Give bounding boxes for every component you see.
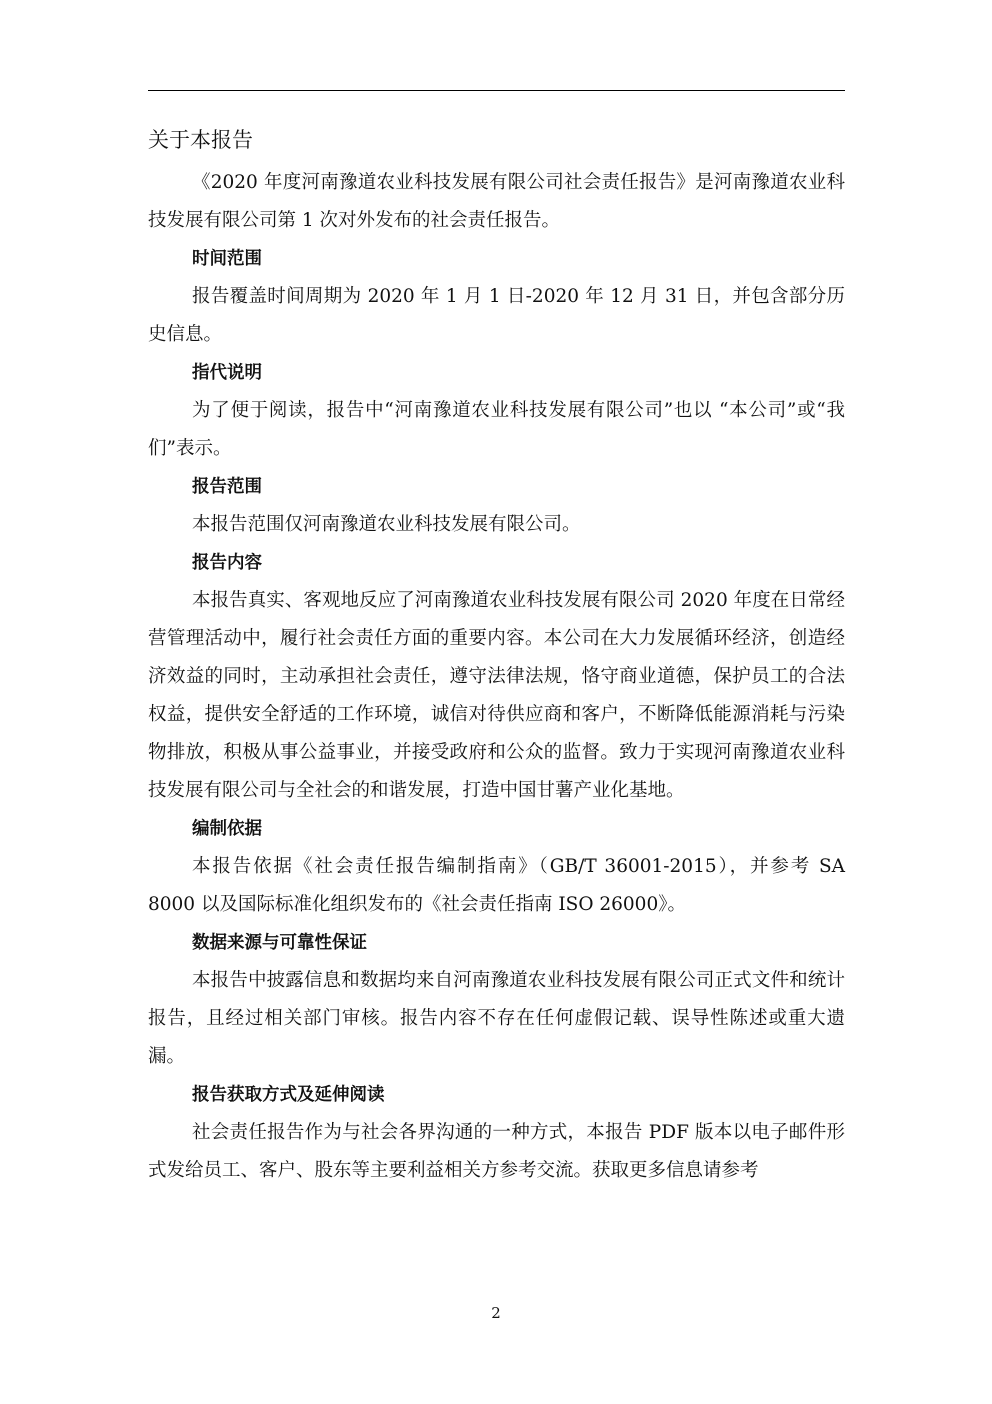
section-text-scope: 本报告范围仅河南豫道农业科技发展有限公司。 xyxy=(192,514,581,535)
section-text-time-range: 报告覆盖时间周期为 2020 年 1 月 1 日-2020 年 12 月 31 日，并包含部分历史信息。 xyxy=(148,286,845,345)
section-heading-time-range: 时间范围 xyxy=(192,249,262,269)
intro-paragraph: 《2020 年度河南豫道农业科技发展有限公司社会责任报告》是河南豫道农业科技发展有限公司第 1 次对外发布的社会责任报告。 xyxy=(148,172,845,231)
section-heading-basis: 编制依据 xyxy=(192,819,262,839)
section-text-content: 本报告真实、客观地反应了河南豫道农业科技发展有限公司 2020 年度在日常经营管理活动中，履行社会责任方面的重要内容。本公司在大力发展循环经济，创造经济效益的同时，主动承担社会责任，遵守法律法规，恪守商业道德，保护员工的合法权益，提供安全舒适的工作环境，诚信对待供应商和客户，不断降低能源消耗与污染物排放，积极从事公益事业，并接受政府和公众的监督。致力于实现河南豫道农业科技发展有限公司与全社会的和谐发展，打造中国甘薯产业化基地。 xyxy=(148,590,845,801)
section-heading-data-source: 数据来源与可靠性保证 xyxy=(192,933,367,953)
page-number: 2 xyxy=(491,1304,501,1322)
section-heading-content: 报告内容 xyxy=(192,553,262,573)
section-text-access: 社会责任报告作为与社会各界沟通的一种方式，本报告 PDF 版本以电子邮件形式发给员工、客户、股东等主要利益相关方参考交流。获取更多信息请参考 xyxy=(148,1122,845,1181)
section-heading-references: 指代说明 xyxy=(192,363,262,383)
section-text-data-source: 本报告中披露信息和数据均来自河南豫道农业科技发展有限公司正式文件和统计报告，且经过相关部门审核。报告内容不存在任何虚假记载、误导性陈述或重大遗漏。 xyxy=(148,970,845,1067)
section-text-references: 为了便于阅读，报告中“河南豫道农业科技发展有限公司”也以 “本公司”或“我们”表示。 xyxy=(148,400,845,459)
document-body xyxy=(148,126,845,1190)
section-text-basis: 本报告依据《社会责任报告编制指南》（GB/T 36001-2015），并参考 SA 8000 以及国际标准化组织发布的《社会责任指南 ISO 26000》。 xyxy=(148,856,845,915)
page-title: 关于本报告 xyxy=(148,128,253,152)
section-heading-access: 报告获取方式及延伸阅读 xyxy=(192,1085,385,1105)
section-heading-scope: 报告范围 xyxy=(192,477,262,497)
header-rule xyxy=(148,90,845,91)
